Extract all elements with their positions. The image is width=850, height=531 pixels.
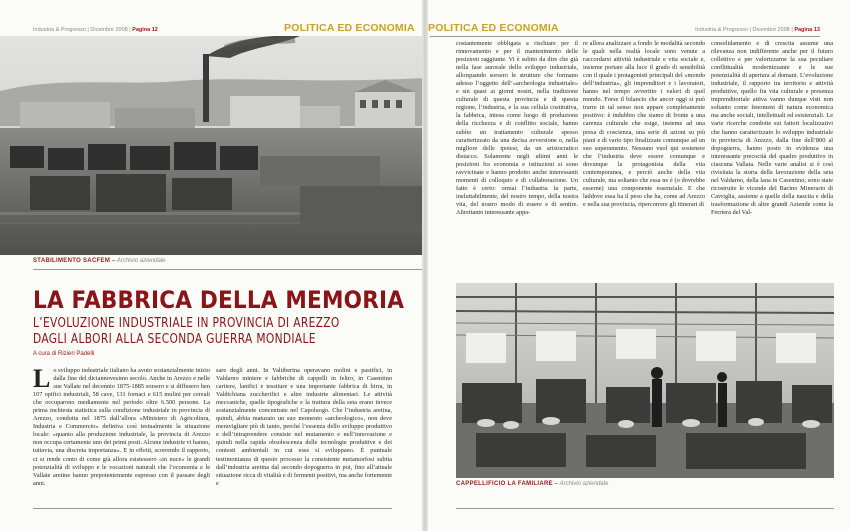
drop-cap: L <box>33 367 51 393</box>
right-col1-text: costantemente obbligata a rischiare per il rinnovamento e per il mantenimento delle posizioni raggiunte. Vi è subito da dire che già nella fase aurorale dello sviluppo industriale, allorquando sorsero le strutture che formano adesso l’oggetto dell’«archeologia industriale» e sin quasi ai giorni nostri, nella tradizione culturale di questa provincia e di questa regione, l’industria, e la sua cellula costitutiva, la fabbrica, intesa come luogo di produzione della ricchezza e di conflitto sociale, hanno subìto un trattamento culturale spesso caratterizzato da una decisa avversione o, nella migliore delle ipotesi, da un aristocratico distacco. Solamente negli ultimi anni le posizioni fra economia e istituzioni si sono ravvicinate e hanno prodotto anche interessanti momenti di colloquio e di collaborazione. Un fatto è certo: ormai l’industria fa parte, ineluttabilmente, del nostro tempo, della nostra vita, del nostro modo di essere e di sentire. Altrettanto interessante appa- <box>456 40 578 216</box>
folio-publication: Industria & Progresso <box>695 27 749 33</box>
subhead-line-2: DAGLI ALBORI ALLA SECONDA GUERRA MONDIALE <box>33 332 316 347</box>
workshop-photo <box>456 283 834 478</box>
folio-publication: Industria & Progresso <box>33 27 86 33</box>
factory-photo-caption: STABILIMENTO SACFEM – Archivio aziendale <box>33 258 166 264</box>
right-col2-text: re allora analizzare a fondo le modalità secondo le quali nella realtà locale sono venute a raccordarsi attività industriale e vita sociale e, insieme portare alla luce il grado di sensibilità con il quale i protagonisti principali del «mondo dell’industria», gli imprenditori e i lavoratori, hanno nel tempo avvertito i valori di quel mondo. Forse il bilancio che ancor oggi si può trarre in tal senso non appare completamente positivo: è indubbio che siamo di fronte a una carenza culturale che esige, insieme ad una presa di coscienza, una serie di azioni su più piani e di vario tipo finalizzate comunque ad un suo superamento. Nessuno vuol qui sostenere che l’industria deve essere comunque e dovunque la protagonista della vita contemporanea, e perciò anche della vita culturale, ma soltanto che essa ne è (o dovrebbe esserne) una componente essenziale. E che laddove essa ha il peso che ha, come ad Arezzo e nella sua provincia, ripercorrere gli itinerari di <box>583 40 705 208</box>
folio-date: Dicembre 2008 <box>752 27 790 33</box>
left-col2-text: sare degli anni. In Valtiberina operavano molini e pastifici, in Valdarno miniere e fabbriche di cappelli in feltro, in Casentino cartiere, lanifici e tessiture e una importante fabbrica di birra, in Valdichiana zuccherifici e altre industrie alimentari. Le attività meccaniche, quelle tipografiche e la trattura della seta erano invece sostanzialmente concentrate nel Capoluogo. Che l’industria aretina, quindi, abbia maturato un suo momento «archeologico», non deve meravigliare più di tanto, perché l’essenza dello sviluppo produttivo e dell’intraprendere consiste nel mutamento e nell’innovazione e quindi nella rapida obsolescenza delle tecnologie produttive e dei contesti ambientali in cui esse si sviluppano. È puntuale testimonianza di questo processo la consistente metamorfosi subita dall’industria aretina dal secondo dopoguerra in poi, fino all’attuale situazione ricca di vitalità e di fermenti positivi, ma anche fortemente e <box>216 367 392 487</box>
section-title: POLITICA ED ECONOMIA <box>284 22 415 34</box>
left-folio: Industria & Progresso | Dicembre 2008 | Pagina 12 <box>33 27 158 33</box>
left-bottom-rule <box>33 508 392 509</box>
folio-page-number: Pagina 12 <box>132 27 158 33</box>
caption-source: Archivio aziendale <box>559 481 609 487</box>
header-rule <box>430 36 820 37</box>
caption-title: STABILIMENTO SACFEM <box>33 258 111 264</box>
right-body-column-2 <box>583 40 705 254</box>
folio-page-number: Pagina 13 <box>794 27 820 33</box>
right-page <box>425 0 850 531</box>
right-bottom-rule <box>456 508 834 509</box>
right-col3-text: consolidamento e di crescita assume una rilevanza non indifferente anche per il futuro collettivo e per valorizzarne la sua peculiare conflittualità modernizzante e le sue potenzialità di apertura al domani. L’evoluzione industriale, il rapporto tra territorio e attività produttive, quello fra vita culturale e presenza imprenditoriale attiva vanno dunque visti non soltanto come fenomeni di natura economica ma anche sociali, intellettuali ed esistenziali. Le varie ricerche condotte sui fattori localizzativi che hanno caratterizzato lo sviluppo industriale in provincia di Arezzo, dalla fine dell’800 al dopoguerra, hanno posto in evidenza una interessante precocità del quadro produttivo in ciascuna Vallata. Nelle varie analisi si è così rivisitata la storia della lavorazione della seta nel Valdarno, della lana in Casentino; sono state ricostruite le vicende del Bacino Minerario di Cavriglia, assieme a quelle della nascita e della trasformazione di altre grandi Aziende come la Ferriera del Val- <box>711 40 833 216</box>
caption-title: CAPPELLIFICIO LA FAMILIARE <box>456 481 553 487</box>
workshop-photo-image <box>456 283 834 478</box>
folio-date: Dicembre 2008 <box>90 27 128 33</box>
article-headline: LA FABBRICA DELLA MEMORIA <box>33 286 405 314</box>
left-body-column-1 <box>33 367 210 507</box>
caption-source: Archivio aziendale <box>116 258 166 264</box>
section-title: POLITICA ED ECONOMIA <box>428 22 559 34</box>
byline: A cura di Rizieri Padelli <box>33 351 95 357</box>
right-body-column-1 <box>456 40 578 254</box>
left-body-column-2 <box>216 367 392 507</box>
spread-gutter <box>422 0 428 531</box>
factory-photo-image <box>0 36 425 255</box>
workshop-photo-caption: CAPPELLIFICIO LA FAMILIARE – Archivio aziendale <box>456 481 609 487</box>
caption-divider <box>33 269 425 270</box>
left-col1-text: o sviluppo industriale italiano ha avuto sostanzialmente inizio dalla fine del diciannovesimo secolo. Anche in Arezzo e nelle sue Vallate nel decennio 1875-1885 sorsero e si diffusero ben 107 opifici industriali, 58 cave, 131 fornaci e 615 mulini per cereali che occuparono mediamente nel periodo oltre 6.500 persone. La prima inchiesta statistica sulla condizione industriale in provincia di Arezzo, condotta nel 1875 dall’allora «Ministero di Agricoltura, Industria e Commercio» definiva così testualmente la situazione locale: «quanto alla produzione industriale, la provincia di Arezzo non occupa certamente uno dei primi posti. Alcune industrie vi hanno, tuttavia, una discreta importanza». E in effetti, scorrendo il rapporto, ci si rende conto di come già allora esistessero «in nuce» le grandi potenzialità di sviluppo e le vocazioni naturali che l’economia e le Vallate aretine hanno prepotentemente espresso con il passare degli anni. <box>33 367 210 487</box>
right-body-column-3 <box>711 40 833 254</box>
subhead-line-1: L’EVOLUZIONE INDUSTRIALE IN PROVINCIA DI AREZZO <box>33 316 340 331</box>
right-folio: Industria & Progresso | Dicembre 2008 | Pagina 13 <box>695 27 820 33</box>
factory-photo <box>0 36 425 255</box>
article-subhead <box>33 316 340 348</box>
